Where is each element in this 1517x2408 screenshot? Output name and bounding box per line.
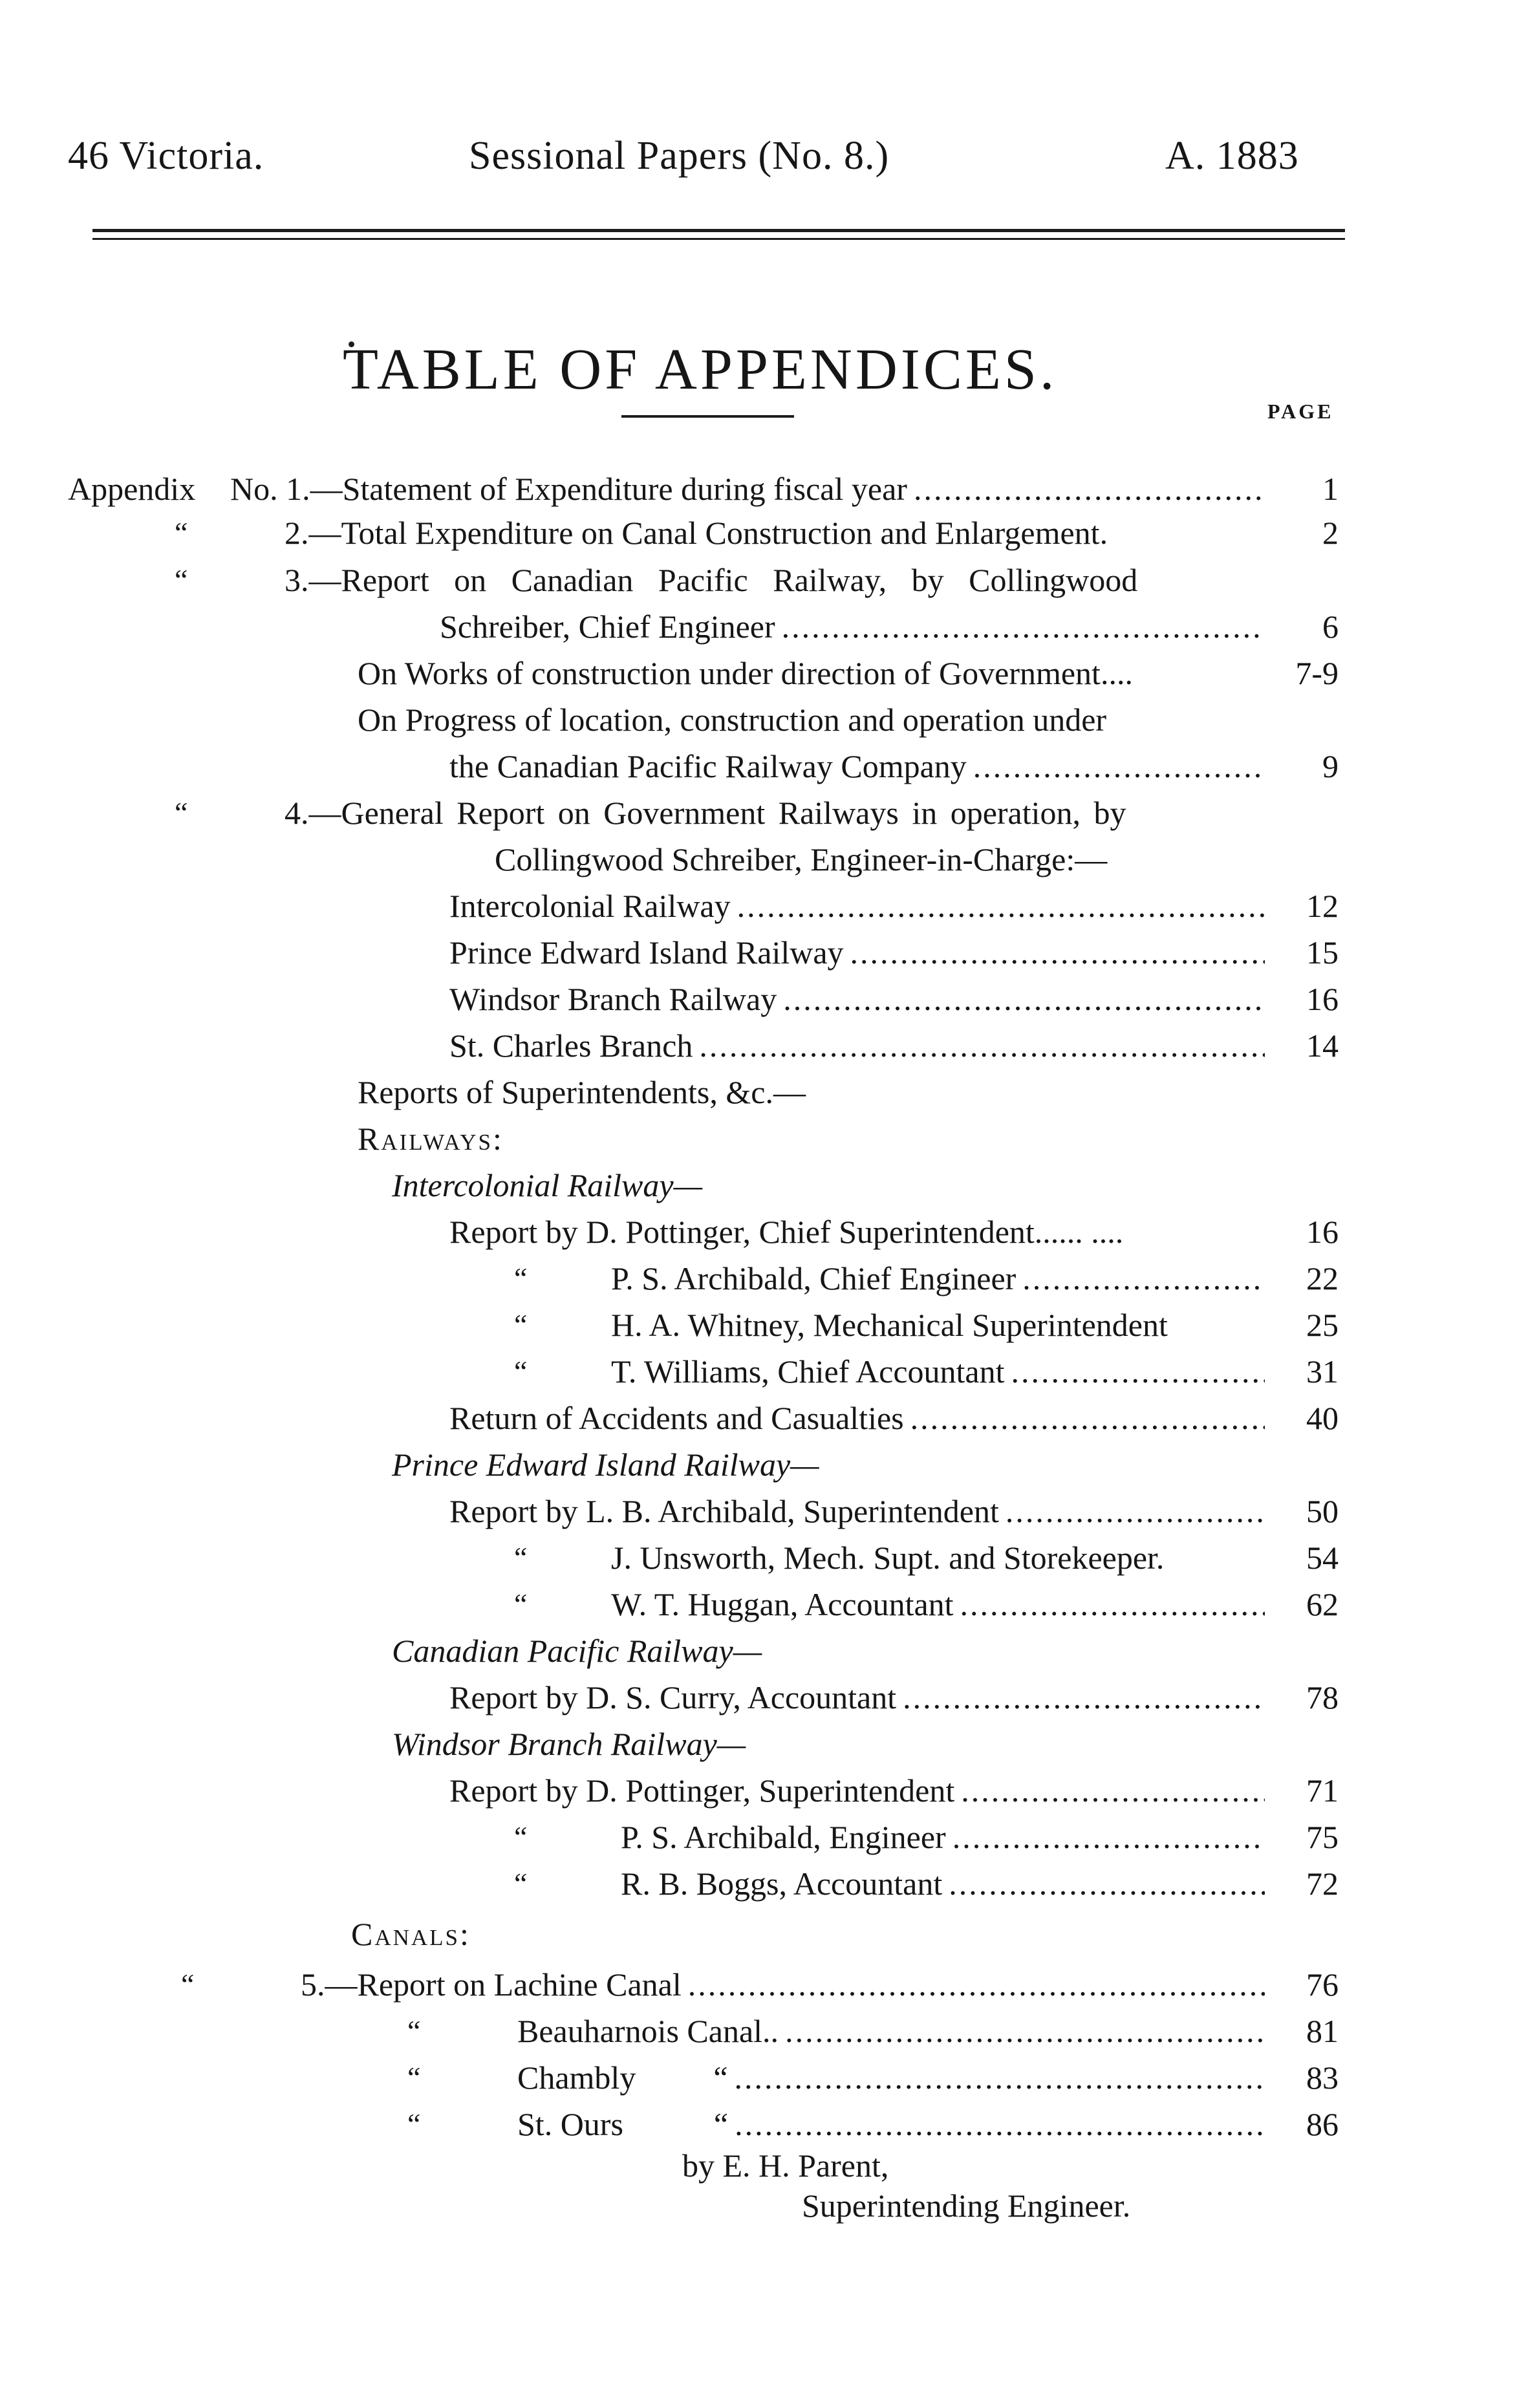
section-heading-railways: Railways: <box>358 1121 504 1157</box>
toc-page-number: 16 <box>1306 1214 1339 1250</box>
header-sessional-papers: Sessional Papers (No. 8.) <box>469 134 890 178</box>
toc-entry-text: T. Williams, Chief Accountant <box>611 1353 1005 1390</box>
toc-entry-text: P. S. Archibald, Chief Engineer <box>611 1260 1017 1296</box>
ditto-mark: “ <box>407 2107 421 2140</box>
dot-leader <box>961 1770 1265 1811</box>
toc-page-number: 86 <box>1306 2106 1339 2142</box>
dot-leader <box>850 932 1265 973</box>
toc-entry <box>230 469 1271 509</box>
toc-entry-text: St. Ours <box>517 2106 623 2142</box>
toc-page-number: 81 <box>1306 2013 1339 2049</box>
dot-leader <box>1011 1351 1265 1392</box>
dot-leader <box>952 1817 1265 1857</box>
toc-entry-text: Report by D. S. Curry, Accountant <box>449 1679 897 1715</box>
toc-entry-text: No. 1.—Statement of Expenditure during fiscal year <box>230 471 907 507</box>
toc-page-number: 54 <box>1306 1540 1339 1576</box>
ditto-mark: “ <box>175 796 188 829</box>
ditto-mark: “ <box>181 1968 195 2001</box>
section-heading-canals: Canals: <box>351 1916 471 1952</box>
toc-entry <box>449 979 1271 1019</box>
header-session: 46 Victoria. <box>68 134 264 178</box>
toc-page-number: 14 <box>1306 1027 1339 1064</box>
toc-entry <box>611 1351 1271 1392</box>
toc-entry-text: Collingwood Schreiber, Engineer-in-Charge:— <box>495 841 1108 877</box>
toc-page-number: 83 <box>1306 2059 1339 2096</box>
toc-page-number: 12 <box>1306 888 1339 924</box>
section-heading: Reports of Superintendents, &c.— <box>358 1074 806 1110</box>
toc-entry <box>449 746 1271 786</box>
toc-entry-text: On Works of construction under direction of Government.... <box>358 655 1133 691</box>
toc-entry <box>517 2104 1271 2144</box>
toc-entry <box>449 1398 1271 1438</box>
toc-page-number: 25 <box>1306 1307 1339 1343</box>
toc-entry-text: On Progress of location, construction and operation under <box>358 702 1107 738</box>
toc-entry-text: Report by D. Pottinger, Superintendent <box>449 1772 955 1809</box>
ditto-mark: “ <box>514 1867 528 1900</box>
dot-leader <box>914 469 1265 509</box>
toc-entry-text: 4.—General Report on Government Railways in operation, by <box>285 795 1126 831</box>
toc-entry <box>285 513 1271 553</box>
toc-entry <box>358 700 1271 740</box>
subsection-heading: Intercolonial Railway— <box>392 1167 703 1203</box>
toc-entry <box>449 1677 1271 1717</box>
ditto-mark: “ <box>514 1820 528 1853</box>
appendix-label: Appendix <box>68 471 196 507</box>
ditto-mark: “ <box>514 1541 528 1574</box>
subsection-heading: Canadian Pacific Railway— <box>392 1633 762 1669</box>
toc-entry <box>621 1864 1271 1904</box>
toc-entry-text: R. B. Boggs, Accountant <box>621 1865 943 1902</box>
toc-page-number: 15 <box>1306 934 1339 971</box>
ditto-mark: “ <box>175 516 188 549</box>
toc-page-number: 62 <box>1306 1586 1339 1622</box>
toc-entry-text: Chambly <box>517 2059 636 2096</box>
toc-page-number: 6 <box>1322 608 1339 645</box>
toc-page-number: 1 <box>1322 471 1339 507</box>
toc-entry-text: Windsor Branch Railway <box>449 981 777 1017</box>
toc-entry-text: H. A. Whitney, Mechanical Superintendent <box>611 1307 1168 1343</box>
dot-leader <box>1022 1258 1265 1298</box>
toc-entry-text: Prince Edward Island Railway <box>449 934 844 971</box>
toc-entry <box>611 1584 1271 1624</box>
toc-entry-text: Beauharnois Canal.. <box>517 2013 779 2049</box>
dot-leader <box>973 746 1265 786</box>
toc-page-number: 22 <box>1306 1260 1339 1296</box>
toc-page-number: 72 <box>1306 1865 1339 1902</box>
toc-page-number: 50 <box>1306 1493 1339 1529</box>
toc-entry <box>440 607 1271 647</box>
header-year: A. 1883 <box>1165 134 1299 178</box>
toc-entry-text: 2.—Total Expenditure on Canal Construction and Enlargement. <box>285 515 1108 551</box>
ditto-mark: “ <box>514 1262 528 1295</box>
toc-page-number: 16 <box>1306 981 1339 1017</box>
toc-entry <box>285 560 1271 600</box>
toc-page-number: 9 <box>1322 748 1339 784</box>
toc-entry-text: Schreiber, Chief Engineer <box>440 608 775 645</box>
toc-page-number: 71 <box>1306 1772 1339 1809</box>
page-title: TABLE OF APPENDICES. <box>343 338 1058 402</box>
dot-leader <box>688 1964 1265 2005</box>
header-rule-thin <box>92 238 1345 240</box>
toc-page-number: 7-9 <box>1295 655 1339 691</box>
ditto-mark: “ <box>407 2061 421 2094</box>
toc-page-number: 40 <box>1306 1400 1339 1436</box>
toc-entry <box>285 793 1271 833</box>
toc-entry-text: Return of Accidents and Casualties <box>449 1400 904 1436</box>
toc-page-number: 78 <box>1306 1679 1339 1715</box>
toc-entry-text: Intercolonial Railway <box>449 888 731 924</box>
dot-leader <box>910 1398 1265 1438</box>
title-underline <box>621 415 794 418</box>
subsection-heading: Prince Edward Island Railway— <box>392 1446 819 1483</box>
dot-leader <box>735 2104 1265 2144</box>
toc-page-number: 31 <box>1306 1353 1339 1390</box>
toc-entry <box>358 653 1271 693</box>
toc-page-number: 76 <box>1306 1966 1339 2003</box>
dot-leader <box>785 2011 1265 2051</box>
signature-line: by E. H. Parent, <box>682 2147 889 2184</box>
toc-page-number: 2 <box>1322 515 1339 551</box>
page-column-heading: PAGE <box>1267 400 1334 423</box>
toc-entry <box>301 1964 1271 2005</box>
toc-entry <box>611 1258 1271 1298</box>
dot-leader <box>949 1864 1265 1904</box>
dot-leader <box>782 607 1265 647</box>
toc-entry <box>517 2058 1271 2098</box>
toc-entry <box>621 1817 1271 1857</box>
toc-entry <box>449 1770 1271 1811</box>
dot-leader <box>699 1026 1265 1066</box>
toc-page-number: 75 <box>1306 1819 1339 1855</box>
toc-entry <box>611 1538 1271 1578</box>
dot-leader <box>960 1584 1265 1624</box>
ditto-mark: “ <box>407 2014 421 2047</box>
ditto-mark: “ <box>175 563 188 596</box>
dot-leader <box>1006 1491 1265 1531</box>
toc-entry <box>449 1491 1271 1531</box>
ditto-mark: “ <box>713 2059 728 2096</box>
signature-title: Superintending Engineer. <box>802 2188 1131 2224</box>
toc-entry <box>449 1212 1271 1252</box>
toc-entry-text: 5.—Report on Lachine Canal <box>301 1966 682 2003</box>
toc-entry <box>449 1026 1271 1066</box>
toc-entry-text: St. Charles Branch <box>449 1027 693 1064</box>
toc-entry-text: P. S. Archibald, Engineer <box>621 1819 946 1855</box>
subsection-heading: Windsor Branch Railway— <box>392 1726 746 1762</box>
dot-leader <box>735 2058 1265 2098</box>
toc-entry <box>449 932 1271 973</box>
toc-entry <box>495 839 1271 879</box>
toc-entry-text: Report by D. Pottinger, Chief Superintendent...... .... <box>449 1214 1124 1250</box>
ditto-mark: “ <box>514 1355 528 1388</box>
toc-entry-text: 3.—Report on Canadian Pacific Railway, by Collingwood <box>285 562 1138 598</box>
toc-entry <box>611 1305 1271 1345</box>
dot-leader <box>783 979 1265 1019</box>
toc-entry-text: the Canadian Pacific Railway Company <box>449 748 967 784</box>
toc-entry-text: Report by L. B. Archibald, Superintendent <box>449 1493 999 1529</box>
ditto-mark: “ <box>514 1308 528 1341</box>
ditto-mark: “ <box>514 1587 528 1620</box>
toc-entry-text: J. Unsworth, Mech. Supt. and Storekeeper. <box>611 1540 1165 1576</box>
toc-entry <box>449 886 1271 926</box>
header-rule-thick <box>92 229 1345 232</box>
ditto-mark: “ <box>713 2106 729 2142</box>
toc-entry <box>517 2011 1271 2051</box>
toc-entry-text: W. T. Huggan, Accountant <box>611 1586 954 1622</box>
dot-leader <box>737 886 1265 926</box>
dot-leader <box>903 1677 1265 1717</box>
